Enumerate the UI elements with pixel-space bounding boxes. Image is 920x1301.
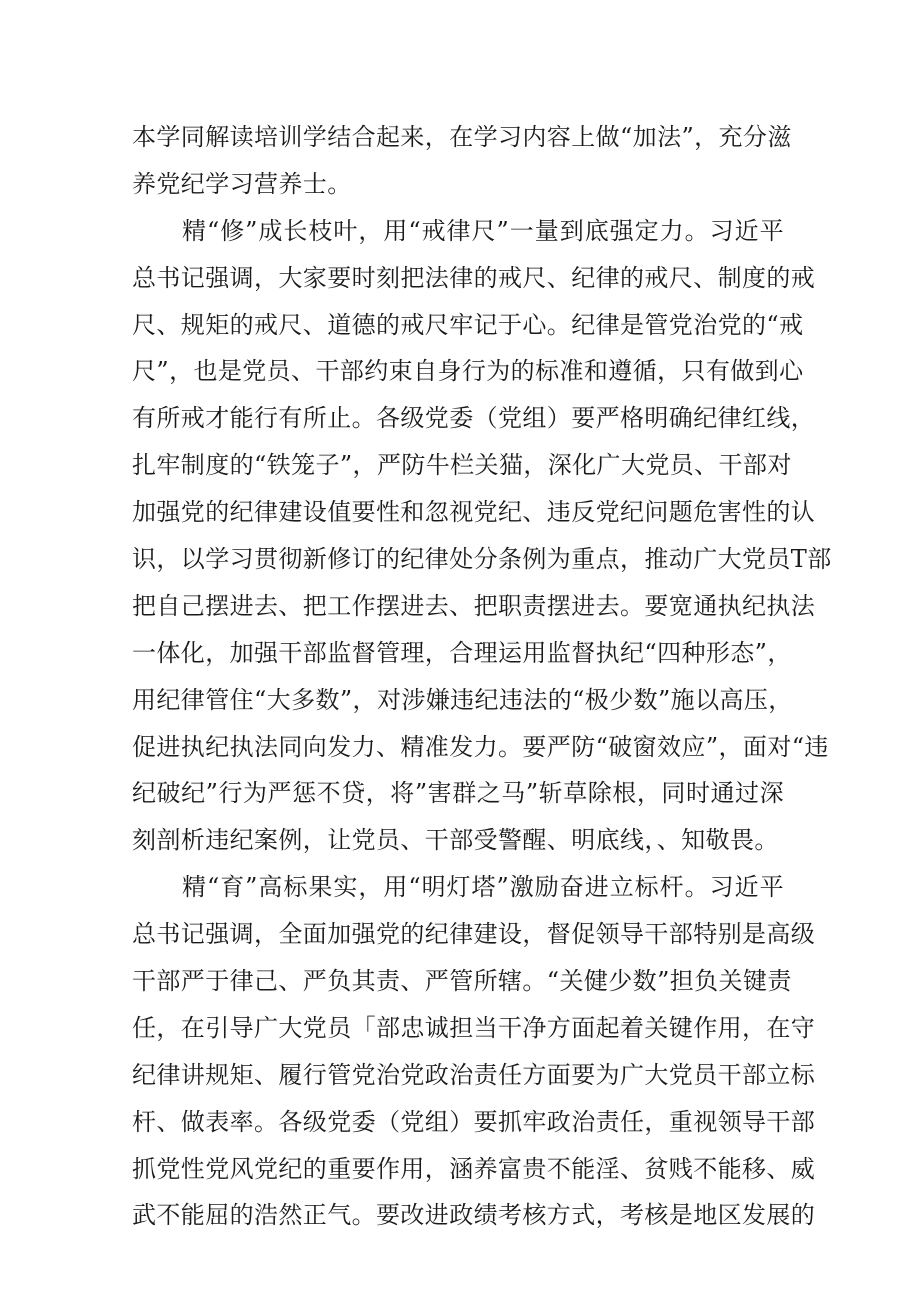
text-line: 一体化，加强干部监督管理，合理运用监督执纪“四种形态”， (132, 638, 792, 667)
text-line: 识，以学习贯彻新修订的纪律处分条例为重点，推动广大党员T部 (132, 545, 832, 574)
text-line: 总书记强调，大家要时刻把法律的戒尺、纪律的戒尺、制度的戒 (132, 263, 816, 292)
text-line: 任，在引导广大党员「部忠诚担当干净方面起着关键作用，在守 (132, 1013, 816, 1042)
text-line: 促进执纪执法同向发力、精准发力。要严防“破窗效应”，面对“违 (132, 732, 829, 761)
text-line: 尺、规矩的戒尺、道德的戒尺牢记于心。纪律是管党治党的“戒 (132, 310, 804, 339)
text-line: 杆、做表率。各级党委（党组）要抓牢政治责任，重视领导干部 (132, 1107, 816, 1136)
document-body (132, 114, 832, 1239)
text-line: 养党纪学习营养士。 (132, 169, 352, 198)
text-line: 用纪律管住“大多数”，对涉嫌违纪违法的“极少数”施以高压， (132, 685, 793, 714)
text-line: 精“育”高标果实，用“明灯塔”激励奋进立标杆。习近平 (132, 873, 784, 902)
text-line: 把自己摆进去、把工作摆进去、把职责摆进去。要宽通执纪执法 (132, 591, 816, 620)
text-line: 干部严于律己、严负其责、严管所辖。“关健少数”担负关键责 (132, 967, 792, 996)
text-line: 抓党性党风党纪的重要作用，涵养富贵不能淫、贫贱不能移、威 (132, 1154, 816, 1183)
text-line: 扎牢制度的“铁笼子”，严防牛栏关猫，深化广大党员、干部对 (132, 451, 792, 480)
text-line: 尺”，也是党员、干部约束自身行为的标准和遵循，只有做到心 (132, 357, 804, 386)
text-line: 精“修”成长枝叶，用“戒律尺”一量到底强定力。习近平 (132, 216, 784, 245)
text-line: 武不能屈的浩然正气。要改进政绩考核方式，考核是地区发展的 (132, 1201, 816, 1230)
text-line: 本学同解读培训学结合起来，在学习内容上做“加法”，充分滋 (132, 123, 792, 151)
text-line: 有所戒才能行有所止。各级党委（党组）要严格明确纪律红线， (132, 404, 816, 433)
text-line: 纪破纪”行为严惩不贷，将”害群之马”斩草除根，同时通过深 (132, 779, 784, 808)
text-line: 纪律讲规矩、履行管党治党政治责任方面要为广大党员干部立标 (132, 1060, 816, 1089)
text-line: 加强党的纪律建设值要性和忽视党纪、违反党纪问题危害性的认 (132, 498, 816, 527)
text-line: 总书记强调，全面加强党的纪律建设，督促领导干部特别是高级 (132, 920, 816, 949)
text-line: 刻剖析违纪案例，让党员、干部受警醒、明底线，、知敬畏。 (132, 826, 779, 855)
